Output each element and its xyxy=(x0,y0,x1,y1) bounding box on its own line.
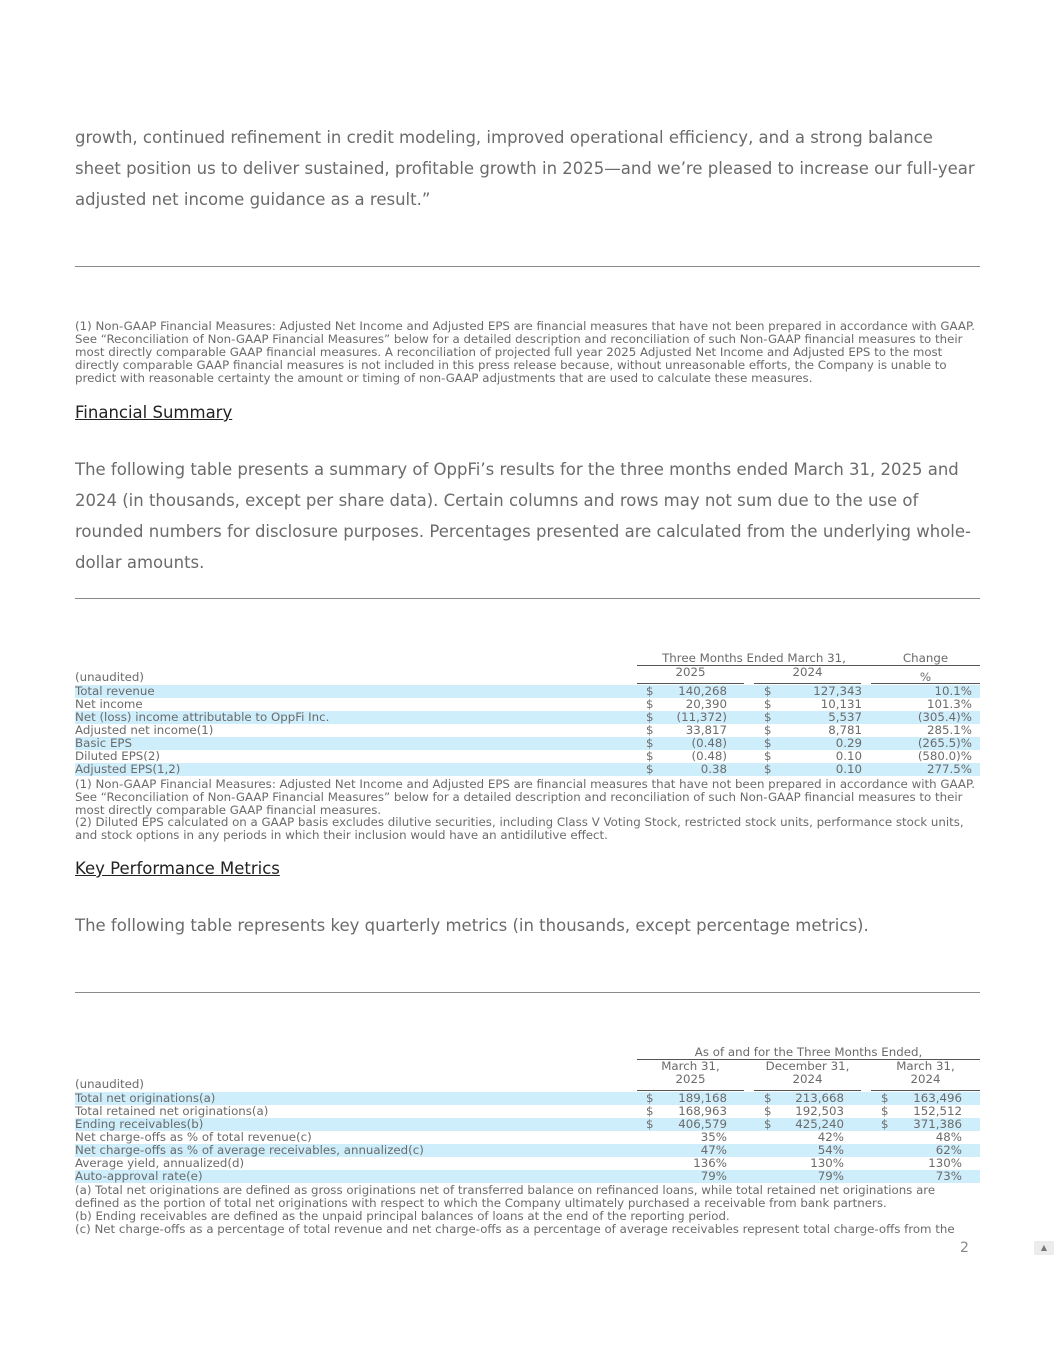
cell-value: 10.1% xyxy=(934,684,972,698)
dollar-sign: $ xyxy=(764,723,772,737)
dollar-sign: $ xyxy=(881,1091,889,1105)
cell-value: 152,512 xyxy=(913,1104,962,1118)
financial-summary-intro: The following table presents a summary of OppFi’s results for the three months ended March 31, 2025 and 2024 (in thousands, except per share data). Certain columns and rows may not sum due to the use of rounded numbers for disclosure purposes. Percentages presented are calculated from the underlying whole-dollar amounts. xyxy=(75,460,971,572)
row-label: Net income xyxy=(75,697,143,711)
cell-value: 371,386 xyxy=(913,1117,962,1131)
kpm-footnote-c: (c) Net charge-offs as a percentage of total revenue and net charge-offs as a percentage of average receivables represent total charge-offs from the xyxy=(75,1222,955,1236)
cell-value: 189,168 xyxy=(678,1091,727,1105)
row-label: Diluted EPS(2) xyxy=(75,749,161,763)
cell-value: (0.48) xyxy=(691,736,727,750)
up-down-arrows-icon[interactable]: ▲ xyxy=(1034,1241,1054,1255)
row-label: Net (loss) income attributable to OppFi Inc. xyxy=(75,710,330,724)
cell-value: 79% xyxy=(700,1169,727,1183)
dollar-sign: $ xyxy=(764,684,772,698)
cell-value: 0.29 xyxy=(835,736,862,750)
row-label: Adjusted EPS(1,2) xyxy=(75,762,181,776)
dollar-sign: $ xyxy=(881,1104,889,1118)
cell-value: 48% xyxy=(935,1130,962,1144)
row-label: Ending receivables(b) xyxy=(75,1117,204,1131)
cell-value: 285.1% xyxy=(927,723,972,737)
divider xyxy=(75,266,980,267)
row-label: Net charge-offs as % of average receivables, annualized(c) xyxy=(75,1143,424,1157)
cell-value: (11,372) xyxy=(676,710,727,724)
row-label: Basic EPS xyxy=(75,736,133,750)
dollar-sign: $ xyxy=(646,723,654,737)
kpm-col3-b: 2024 xyxy=(910,1072,941,1086)
dollar-sign: $ xyxy=(646,749,654,763)
fs-row-header: (unaudited) xyxy=(75,670,145,684)
cell-value: (580.0)% xyxy=(917,749,972,763)
kpm-col1-a: March 31, xyxy=(661,1059,720,1073)
dollar-sign: $ xyxy=(764,697,772,711)
table-row xyxy=(75,763,980,776)
divider xyxy=(75,598,980,599)
cell-value: 406,579 xyxy=(678,1117,727,1131)
cell-value: 0.38 xyxy=(700,762,727,776)
row-label: Net charge-offs as % of total revenue(c) xyxy=(75,1130,312,1144)
cell-value: 0.10 xyxy=(835,749,862,763)
cell-value: 42% xyxy=(817,1130,844,1144)
cell-value: 8,781 xyxy=(828,723,862,737)
dollar-sign: $ xyxy=(646,697,654,711)
kpm-col3-a: March 31, xyxy=(896,1059,955,1073)
cell-value: 101.3% xyxy=(927,697,972,711)
dollar-sign: $ xyxy=(881,1117,889,1131)
cell-value: (265.5)% xyxy=(917,736,972,750)
cell-value: 33,817 xyxy=(685,723,727,737)
cell-value: 168,963 xyxy=(678,1104,727,1118)
dollar-sign: $ xyxy=(764,749,772,763)
kpm-footnote-a: (a) Total net originations are defined as gross originations net of transferred balance on refinanced loans, while total retained net originations are defined as the portion of total net originations with respect to which the Company ultimately purchased a receivable from bank partners. xyxy=(75,1183,936,1210)
cell-value: 130% xyxy=(810,1156,844,1170)
dollar-sign: $ xyxy=(646,1091,654,1105)
fs-col-2025: 2025 xyxy=(675,665,706,679)
row-label: Total revenue xyxy=(75,684,155,698)
cell-value: 10,131 xyxy=(820,697,862,711)
row-label: Adjusted net income(1) xyxy=(75,723,214,737)
kpm-col2-a: December 31, xyxy=(765,1059,850,1073)
dollar-sign: $ xyxy=(764,710,772,724)
cell-value: 163,496 xyxy=(913,1091,962,1105)
divider xyxy=(75,992,980,993)
fs-footnote-1: (1) Non-GAAP Financial Measures: Adjusted Net Income and Adjusted EPS are financial measures that have not been prepared in accordance with GAAP. See “Reconciliation of Non-GAAP Financial Measures” below for a detailed description and reconciliation of such Non-GAAP financial measures to their most directly comparable GAAP financial measures. xyxy=(75,777,975,817)
kpm-intro: The following table represents key quarterly metrics (in thousands, except percentage metrics). xyxy=(75,916,869,935)
cell-value: 35% xyxy=(700,1130,727,1144)
kpm-col1-b: 2025 xyxy=(675,1072,706,1086)
cell-value: 54% xyxy=(817,1143,844,1157)
dollar-sign: $ xyxy=(646,1117,654,1131)
kpm-row-header: (unaudited) xyxy=(75,1077,145,1091)
dollar-sign: $ xyxy=(646,762,654,776)
cell-value: 425,240 xyxy=(795,1117,844,1131)
cell-value: 213,668 xyxy=(795,1091,844,1105)
cell-value: 140,268 xyxy=(678,684,727,698)
fs-col-2024: 2024 xyxy=(792,665,823,679)
fs-group-header: Three Months Ended March 31, xyxy=(662,651,846,665)
dollar-sign: $ xyxy=(764,1104,772,1118)
kpm-group-header: As of and for the Three Months Ended, xyxy=(694,1045,923,1059)
table-row xyxy=(75,1170,980,1183)
table-row xyxy=(75,1105,980,1118)
dollar-sign: $ xyxy=(764,1091,772,1105)
row-label: Total retained net originations(a) xyxy=(75,1104,269,1118)
cell-value: (0.48) xyxy=(691,749,727,763)
dollar-sign: $ xyxy=(646,684,654,698)
cell-value: 136% xyxy=(693,1156,727,1170)
page-number: 2 xyxy=(960,1240,969,1256)
fs-col-pct: % xyxy=(919,670,932,684)
dollar-sign: $ xyxy=(764,1117,772,1131)
row-label: Average yield, annualized(d) xyxy=(75,1156,245,1170)
cell-value: 20,390 xyxy=(685,697,727,711)
cell-value: 277.5% xyxy=(927,762,972,776)
row-label: Auto-approval rate(e) xyxy=(75,1169,203,1183)
kpm-heading[interactable]: Key Performance Metrics xyxy=(75,859,280,878)
cell-value: 73% xyxy=(935,1169,962,1183)
row-label: Total net originations(a) xyxy=(75,1091,216,1105)
financial-summary-heading[interactable]: Financial Summary xyxy=(75,403,233,422)
cell-value: 79% xyxy=(817,1169,844,1183)
cell-value: 127,343 xyxy=(813,684,862,698)
cell-value: 62% xyxy=(935,1143,962,1157)
cell-value: 47% xyxy=(700,1143,727,1157)
dollar-sign: $ xyxy=(646,736,654,750)
dollar-sign: $ xyxy=(764,736,772,750)
fs-change-header: Change xyxy=(902,651,949,665)
cell-value: 0.10 xyxy=(835,762,862,776)
cell-value: 5,537 xyxy=(828,710,862,724)
table-row xyxy=(75,1157,980,1170)
intro-paragraph: growth, continued refinement in credit modeling, improved operational efficiency, and a strong balance sheet position us to deliver sustained, profitable growth in 2025—and we’re pleased to increase our full-year adjusted net income guidance as a result.” xyxy=(75,128,975,209)
dollar-sign: $ xyxy=(764,762,772,776)
fs-footnote-2: (2) Diluted EPS calculated on a GAAP basis excludes dilutive securities, including Class V Voting Stock, restricted stock units, performance stock units, and stock options in any periods in which their inclusion would have an antidilutive effect. xyxy=(75,815,964,842)
cell-value: 192,503 xyxy=(795,1104,844,1118)
cell-value: (305.4)% xyxy=(917,710,972,724)
kpm-col2-b: 2024 xyxy=(792,1072,823,1086)
kpm-footnote-b: (b) Ending receivables are defined as the unpaid principal balances of loans at the end of the reporting period. xyxy=(75,1209,730,1223)
dollar-sign: $ xyxy=(646,1104,654,1118)
cell-value: 130% xyxy=(928,1156,962,1170)
fs-change-underline xyxy=(871,665,980,666)
dollar-sign: $ xyxy=(646,710,654,724)
footnote-top: (1) Non-GAAP Financial Measures: Adjusted Net Income and Adjusted EPS are financial measures that have not been prepared in accordance with GAAP. See “Reconciliation of Non-GAAP Financial Measures” below for a detailed description and reconciliation of such Non-GAAP financial measures to their most directly comparable GAAP financial measures. A reconciliation of projected full year 2025 Adjusted Net Income and Adjusted EPS to the most directly comparable GAAP financial measures is not included in this press release because, without unreasonable efforts, the Company is unable to predict with reasonable certainty the amount or timing of non-GAAP adjustments that are used to calculate these measures. xyxy=(75,319,975,385)
